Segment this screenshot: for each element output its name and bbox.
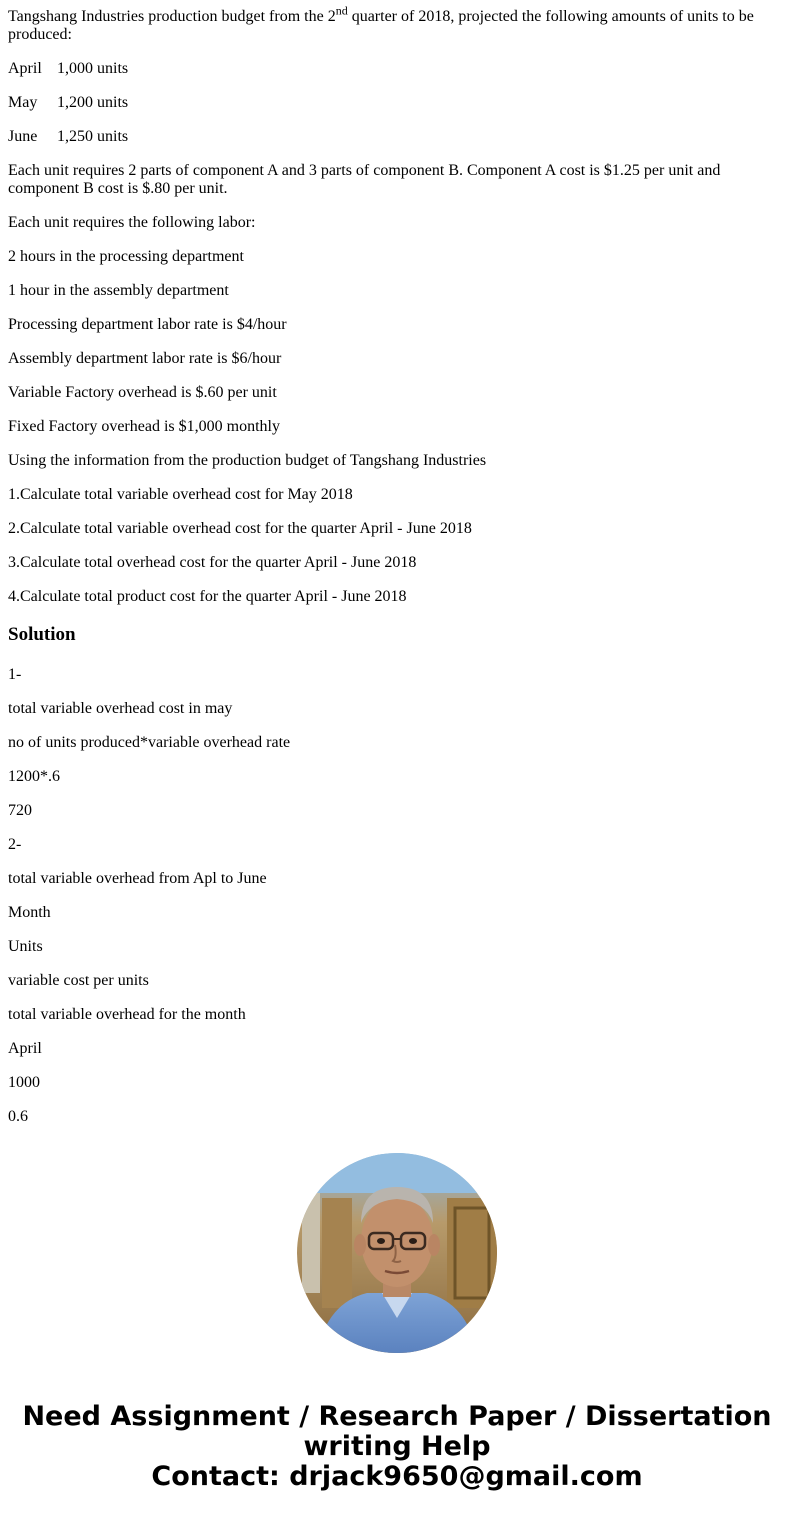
production-row-april: April 1,000 units [8,60,129,77]
solution-line: total variable overhead cost in may [8,700,233,717]
avatar-portrait [297,1153,497,1353]
question-3: 3.Calculate total overhead cost for the quarter April - June 2018 [8,554,417,571]
processing-hours: 2 hours in the processing department [8,248,244,265]
table-header-month: Month [8,904,51,921]
solution-line: 720 [8,802,32,819]
solution-line: 1200*.6 [8,768,60,785]
solution-line: no of units produced*variable overhead rate [8,734,291,751]
promo-contact: Contact: drjack9650@gmail.com [151,1461,643,1492]
solution-line: total variable overhead from Apl to June [8,870,267,887]
variable-overhead: Variable Factory overhead is $.60 per unit [8,384,277,401]
table-header-variable-cost: variable cost per units [8,972,149,989]
processing-rate: Processing department labor rate is $4/hour [8,316,287,333]
solution-line: 1- [8,666,22,683]
instructions: Using the information from the production budget of Tangshang Industries [8,452,487,469]
question-1: 1.Calculate total variable overhead cost for May 2018 [8,486,353,503]
table-header-total-variable-overhead: total variable overhead for the month [8,1006,246,1023]
component-requirements: Each unit requires 2 parts of component A and 3 parts of component B. Component A cost is $1.25 per unit and component B cost is $.80 per unit. [8,162,721,197]
assembly-rate: Assembly department labor rate is $6/hour [8,350,282,367]
table-cell-rate: 0.6 [8,1108,28,1122]
intro-paragraph: Tangshang Industries production budget from the 2nd quarter of 2018, projected the following amounts of units to be produced: [8,3,754,43]
table-header-units: Units [8,938,43,955]
assembly-hours: 1 hour in the assembly department [8,282,229,299]
avatar [297,1153,497,1353]
table-cell-units: 1000 [8,1074,40,1091]
promo-banner [0,1402,794,1492]
production-row-june: June 1,250 units [8,128,129,145]
fixed-overhead: Fixed Factory overhead is $1,000 monthly [8,418,280,435]
production-row-may: May 1,200 units [8,94,129,111]
table-cell-month: April [8,1040,42,1057]
promo-line-2: writing Help [303,1431,491,1462]
solution-heading: Solution [8,624,76,645]
labor-intro: Each unit requires the following labor: [8,214,256,231]
document-body [8,0,778,1122]
question-2: 2.Calculate total variable overhead cost for the quarter April - June 2018 [8,520,472,537]
solution-line: 2- [8,836,22,853]
promo-line-1: Need Assignment / Research Paper / Dissertation [22,1401,772,1432]
question-4: 4.Calculate total product cost for the quarter April - June 2018 [8,588,407,605]
